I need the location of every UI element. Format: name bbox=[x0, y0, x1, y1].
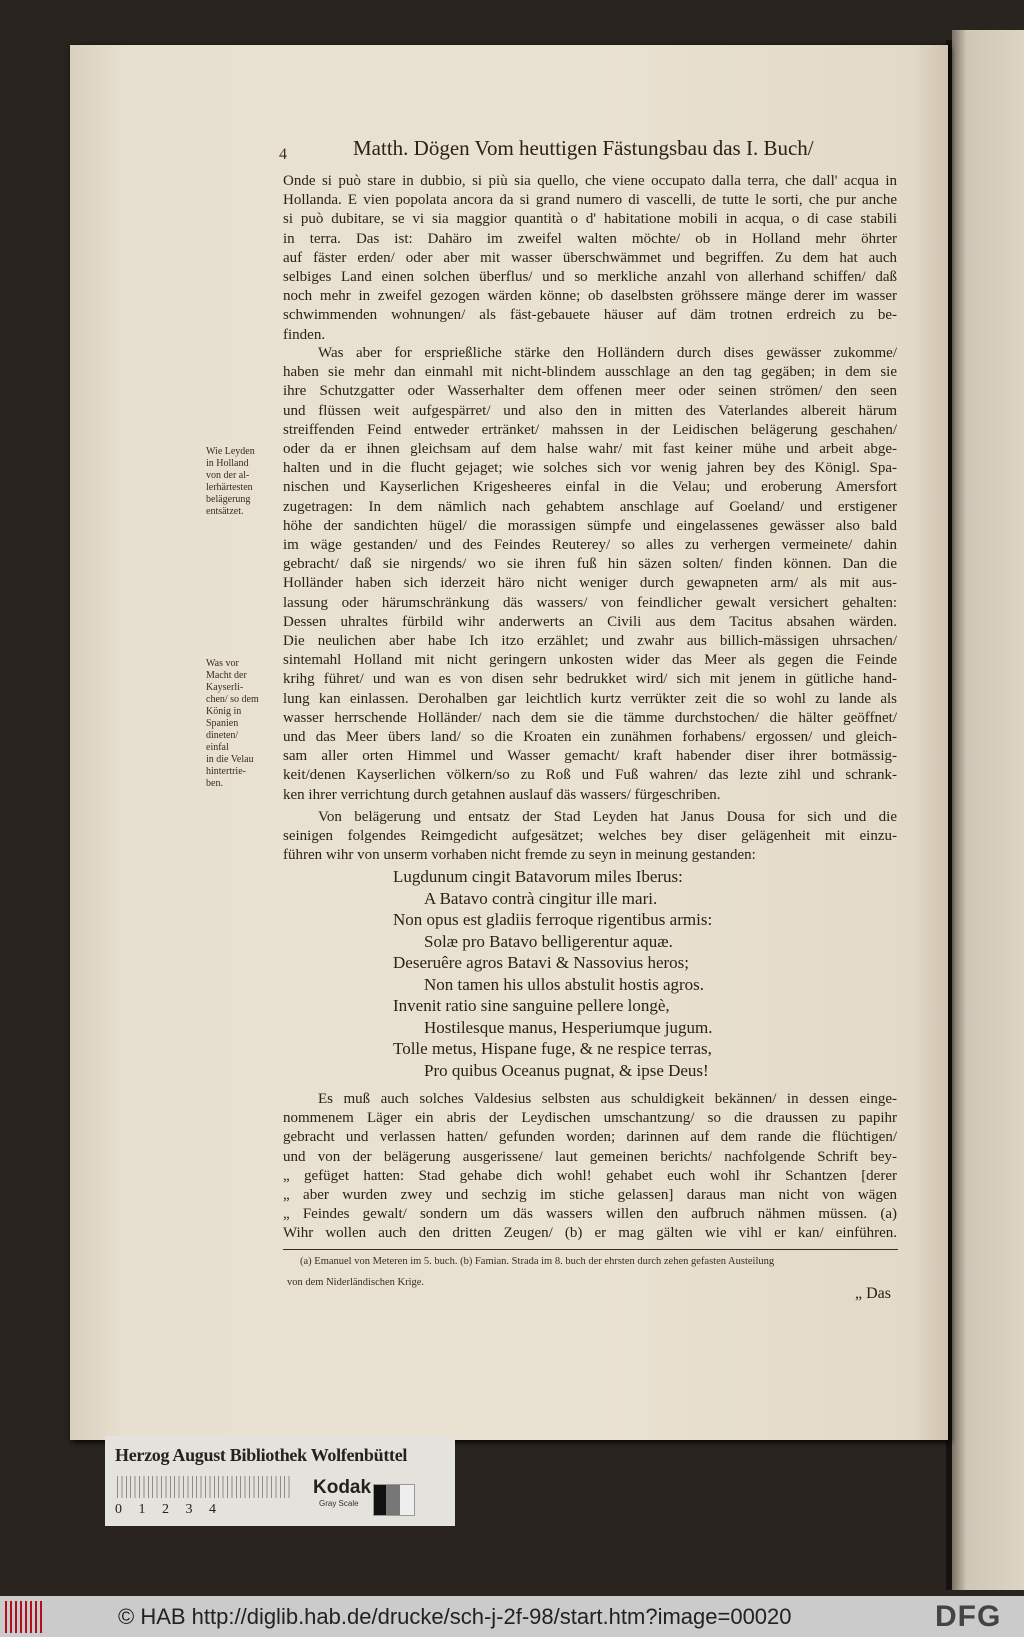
text-line: führen wihr von unserm vorhaben nicht fremde zu seyn in meinung gestanden: bbox=[283, 847, 756, 864]
text-line: finden. bbox=[283, 326, 326, 343]
text-line: sam aller orten Himmel und Wasser gemacht/ kraft habender diser ihrer botmässig- bbox=[283, 748, 897, 765]
text-line: höhe der sandichten hügel/ die morassigen sümpfe und eingelassenes gewässer also bald bbox=[283, 517, 897, 534]
margin-note-line: einfal bbox=[206, 742, 229, 753]
text-line: „ Feindes gewalt/ sondern um däs wassers willen den aufbruch nähmen müssen. (a) bbox=[283, 1206, 897, 1223]
footer-bar bbox=[0, 1596, 1024, 1637]
text-line: und von der belägerung ausgerissene/ laut gemeinen berichts/ nachfolgende Schrift bey- bbox=[283, 1148, 897, 1165]
margin-note-line: Spanien bbox=[206, 718, 239, 729]
poem-line: Non tamen his ullos abstulit hostis agros. bbox=[424, 974, 705, 994]
margin-note bbox=[206, 446, 278, 518]
poem-line: Non opus est gladiis ferroque rigentibus armis: bbox=[393, 910, 713, 929]
poem-line: Lugdunum cingit Batavorum miles Iberus: bbox=[393, 867, 683, 886]
text-line: Wihr wollen auch den dritten Zeugen/ (b) er mag gälten wie vihl er kan/ einführen. bbox=[283, 1225, 897, 1242]
margin-note-line: hintertrie- bbox=[206, 766, 246, 777]
dfg-logo: DFG bbox=[935, 1600, 1002, 1633]
margin-note-line: Was vor bbox=[206, 658, 239, 669]
color-calibration-card bbox=[105, 1436, 455, 1526]
text-line: „ aber wurden zwey und sechzig im stiche gelassen] daraus man nicht von wägen bbox=[283, 1187, 897, 1203]
text-line: haben sie mehr dan einmahl mit nicht-blindem ausschlage an den tag gegäben; in dem sie bbox=[283, 364, 897, 381]
text-line: und das Meer übers land/ so die Kroaten ein zunähmen forhabens/ ergossen/ und gleich- bbox=[283, 729, 897, 745]
page-number: 4 bbox=[279, 146, 287, 163]
text-line: ken ihrer verrichtung durch getahnen auslauf däs wassers/ fürgeschriben. bbox=[283, 786, 721, 803]
poem-line: Invenit ratio sine sanguine pellere longè, bbox=[393, 996, 670, 1015]
poem-line: Solæ pro Batavo belligerentur aquæ. bbox=[424, 931, 673, 951]
card-title: Herzog August Bibliothek Wolfenbüttel bbox=[115, 1445, 408, 1465]
footnote-line: (a) Emanuel von Meteren im 5. buch. (b) Famian. Strada im 8. buch der ehrsten durch zehen gefasten Austeilung bbox=[300, 1256, 775, 1267]
text-line: gebracht/ daß sie nirgends/ wo sie ihren fuß hin säzen solten/ finden können. Dan die bbox=[283, 556, 897, 573]
margin-note-line: chen/ so dem bbox=[206, 694, 259, 705]
text-line: nommenem Läger ein abris der Leydischen umschantzung/ so die draussen zu papihr bbox=[283, 1110, 897, 1127]
text-line: selbiges Land einen solchen überflus/ und so merkliche anzahl von allerhand schiffen/ daß bbox=[283, 269, 897, 285]
text-line: Hollanda. E vien popolata ancora da si grand numero di vascelli, de tutte le sorti, che pur anche bbox=[283, 192, 897, 209]
footnote-line: von dem Niderländischen Krige. bbox=[287, 1277, 425, 1288]
running-header: Matth. Dögen Vom heuttigen Fästungsbau das I. Buch/ bbox=[353, 136, 814, 160]
text-line: in terra. Das ist: Dahäro im zweifel walten möchte/ ob in Holland mehr öhrter bbox=[283, 230, 897, 247]
margin-note-line: Wie Leyden bbox=[206, 446, 255, 457]
text-line: lung kan einlassen. Derohalben gar leichtlich kurtz verrükter zeit die so wohl zu lande als bbox=[283, 690, 897, 707]
text-line: und flüssen weit aufgespärret/ und also den in mitten des Vaterlandes albereit härum bbox=[283, 402, 897, 419]
text-line: Holländer haben sich iderzeit häro nicht weniger durch gewapneten arm/ als mit aus- bbox=[283, 575, 897, 592]
text-line: keit/denen Kayserlichen völkern/so zu Roß und Fuß wahren/ das lezte zihl und schrank- bbox=[283, 767, 897, 784]
margin-note-line: dineten/ bbox=[206, 730, 239, 741]
margin-note-line: lerhärtesten bbox=[206, 482, 253, 493]
text-line: streiffenden Feind entweder ertränket/ mahssen in der Leidischen belägerung geschahen/ bbox=[283, 421, 897, 438]
copyright-link[interactable]: © HAB http://diglib.hab.de/drucke/sch-j-2f-98/start.htm?image=00020 bbox=[118, 1604, 792, 1629]
text-line: nischen und Kayserlichen Krigesheeres einfal in die Velau; und eroberung Amersfort bbox=[283, 479, 897, 496]
margin-note-line: ben. bbox=[206, 778, 223, 789]
text-line: Onde si può stare in dubbio, si più sia quello, che viene occupato dalla terra, che dall' acqua in bbox=[283, 173, 897, 189]
text-line: oder da er ihnen gleichsam auf dem halse wahr/ mit fast keiner mühe und arbeit abge- bbox=[283, 441, 897, 457]
text-line: wasser herrschende Holländer/ nach dem sie die tämme durchstochen/ die hälter geöffnet/ bbox=[283, 709, 897, 726]
text-line: krihg führet/ und wan es von disen sehr bedrukket wird/ sich mit jenem in gütliche hand- bbox=[283, 671, 897, 688]
catchword: „ Das bbox=[855, 1285, 891, 1302]
margin-note-line: von der al- bbox=[206, 470, 250, 481]
margin-note bbox=[206, 658, 278, 790]
text-line: zugetragen: In dem nämlich nach gehabtem anschlage auf Goeland/ und erstigener bbox=[283, 498, 897, 515]
text-line: gebracht und verlassen hatten/ gefunden worden; darinnen auf dem rande die flüchtigen/ bbox=[283, 1129, 897, 1146]
footnote-rule bbox=[283, 1249, 898, 1250]
text-line: schwimmenden wohnungen/ als fäst-gebauete häuser auf däm trotnen erdreich zu be- bbox=[283, 307, 897, 324]
poem-line: A Batavo contrà cingitur ille mari. bbox=[424, 888, 658, 908]
text-line: Es muß auch solches Valdesius selbsten aus schuldigkeit bekännen/ in dessen einge- bbox=[318, 1091, 897, 1107]
poem-line: Pro quibus Oceanus pugnat, & ipse Deus! bbox=[424, 1060, 709, 1080]
text-line: noch mehr in zweifel gezogen wärden könne; ob daselbsten gröhssere mänge derer im wasser bbox=[283, 288, 897, 305]
margin-note-line: König in bbox=[206, 706, 242, 717]
text-line: Dessen uhraltes fürbild wihr anderwerts an Civili aus dem Tacitus absahen wärden. bbox=[283, 613, 897, 630]
margin-note-line: in die Velau bbox=[206, 754, 254, 765]
text-line: ihre Schutzgatter oder Wasserhalter dem offenen meer oder seinen strömen/ den seen bbox=[283, 383, 897, 400]
hab-logo-icon bbox=[5, 1601, 45, 1633]
poem-line: Tolle metus, Hispane fuge, & ne respice terras, bbox=[393, 1039, 712, 1058]
poem-line: Hostilesque manus, Hesperiumque jugum. bbox=[424, 1017, 713, 1037]
ruler-ticks bbox=[117, 1476, 293, 1498]
margin-note-line: belägerung bbox=[206, 494, 251, 505]
text-line: Von belägerung und entsatz der Stad Leyden hat Janus Dousa for sich und die bbox=[318, 809, 897, 825]
text-line: sintemahl Holland mit nicht geringern unkosten wider das Meer als gegen die Feinde bbox=[283, 652, 897, 669]
text-line: Was aber for ersprießliche stärke den Holländern durch dises gewässer zukomme/ bbox=[318, 345, 897, 361]
gray-swatch bbox=[373, 1484, 415, 1516]
margin-note-line: Kayserli- bbox=[206, 682, 244, 693]
margin-note-line: in Holland bbox=[206, 458, 249, 469]
margin-note-line: entsätzet. bbox=[206, 506, 244, 517]
text-line: auf fäster erden/ oder aber mit wasser überschwämmet und begriffen. Zu dem hat auch bbox=[283, 249, 897, 266]
adjacent-page-edge bbox=[952, 30, 1024, 1590]
text-line: halten und in die flucht gejaget; wie solches sich vor wenig jahren bey des Königl. Spa- bbox=[283, 460, 897, 477]
poem-line: Deseruêre agros Batavi & Nassovius heros; bbox=[393, 953, 690, 972]
kodak-logo: Kodak bbox=[313, 1477, 372, 1498]
gray-scale-label: Gray Scale bbox=[319, 1499, 359, 1508]
margin-note-line: Macht der bbox=[206, 670, 247, 681]
text-line: seinigen folgendes Reimgedicht aufgesätzet; welches bey diser gelägenheit mit einzu- bbox=[283, 828, 897, 845]
text-line: im wäge gestanden/ und des Feindes Reuterey/ so alles zu verhergen vermeinete/ dahin bbox=[283, 537, 897, 553]
ruler-numbers: 0 1 2 3 4 bbox=[115, 1502, 216, 1517]
text-line: „ gefüget hatten: Stad gehabe dich wohl! gehabet euch wohl ihr Schantzen [derer bbox=[283, 1167, 897, 1184]
text-line: si può dubitare, se vi sia maggior quantità o d' habitatione mobili in acqua, o di case stabili bbox=[283, 211, 897, 228]
text-line: Die neulichen aber habe Ich itzo erzählet; und zwahr aus billich-mässigen uhrsachen/ bbox=[283, 633, 897, 649]
text-line: lassung oder härumschränkung däs wassers/ von feindlicher gewalt versichert gehalten: bbox=[283, 594, 897, 611]
